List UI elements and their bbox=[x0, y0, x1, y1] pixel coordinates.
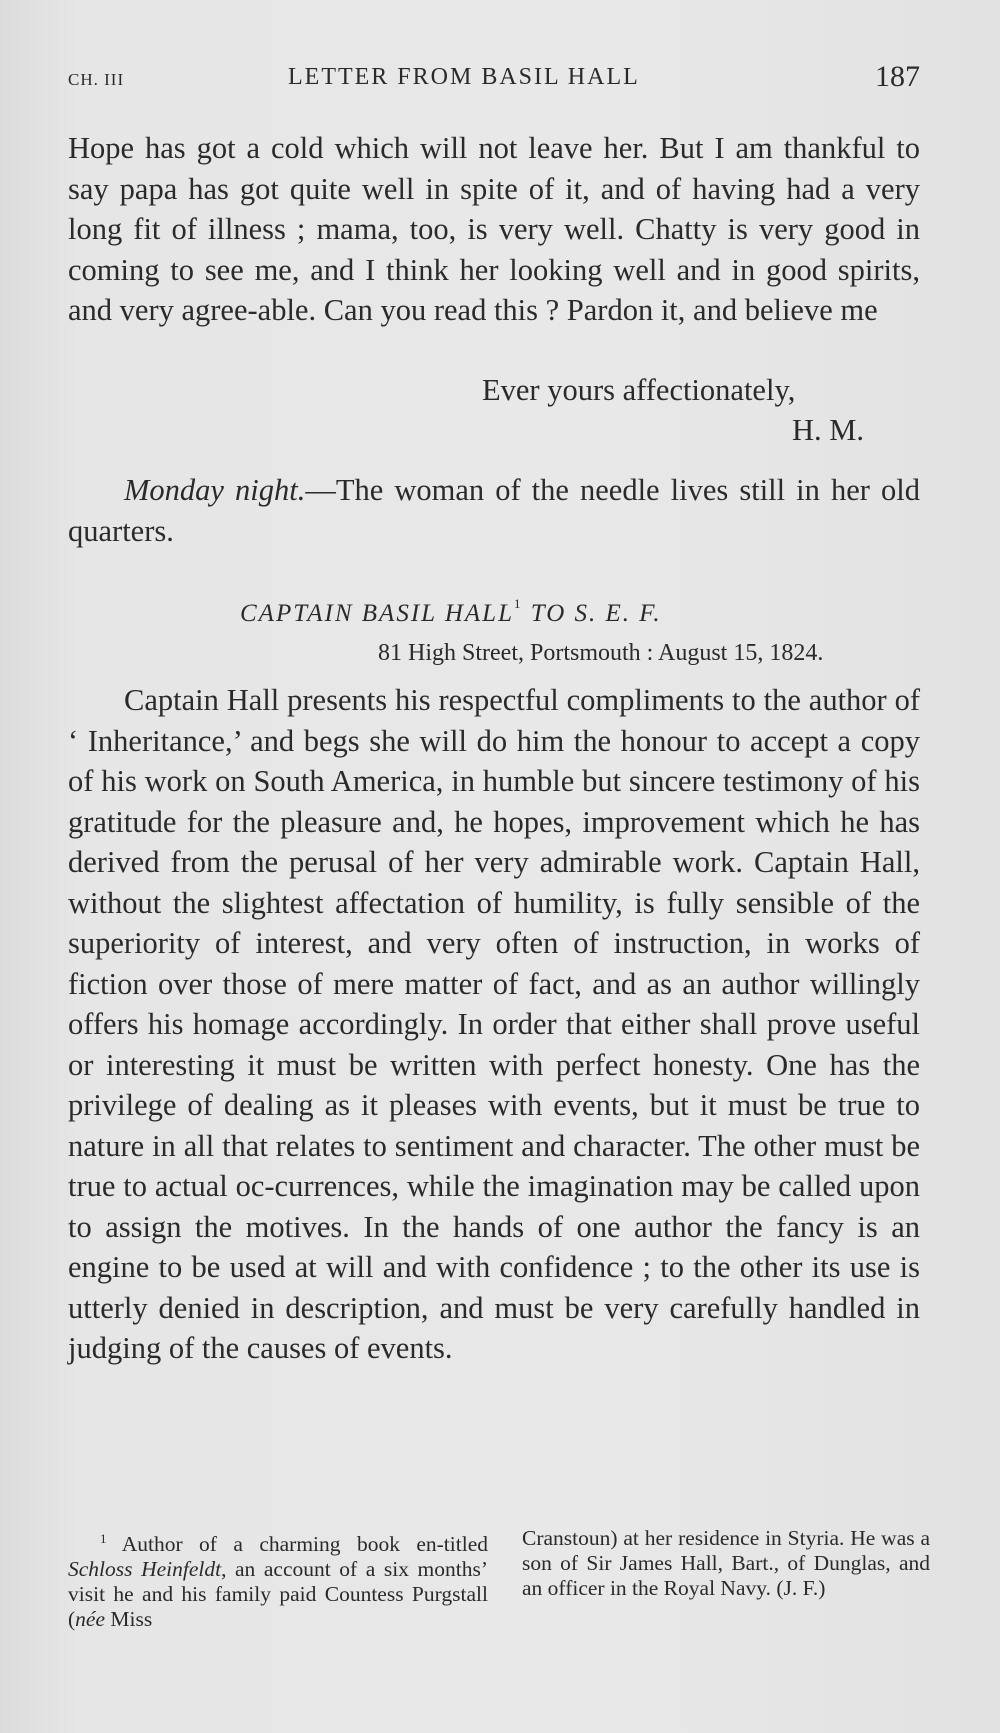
letter-two-dateline: 81 High Street, Portsmouth : August 15, 1824. bbox=[378, 640, 824, 666]
footnote-nee: née bbox=[75, 1607, 106, 1632]
signature-initials: H. M. bbox=[792, 413, 865, 447]
footnote-column-right: Cranstoun) at her residence in Styria. He was a son of Sir James Hall, Bart., of Dunglas, and an officer in the Royal Navy. (J. F.) bbox=[522, 1526, 930, 1600]
letter-one-body bbox=[68, 128, 920, 331]
footnote-book-title: Schloss Heinfeldt bbox=[68, 1557, 222, 1582]
letter-one-paragraph: Hope has got a cold which will not leave her. But I am thankful to say papa has got quite well in spite of it, and of having had a very long fit of illness ; mama, too, is very well. Chatty is very good in coming to see me, and I think her looking well and in good spirits, and very agree-able. Can you read this ? Pardon it, and believe me bbox=[68, 131, 920, 327]
postscript-lead: Monday night. bbox=[124, 473, 306, 507]
letter-two-body: Captain Hall presents his respectful compliments to the author of ‘ Inheritance,’ and begs she will do him the honour to accept a copy of his work on South America, in humble but sincere testimony of his gratitude for the pleasure and, he hopes, improvement which he has derived from the perusal of her very admirable work. Captain Hall, without the slightest affectation of humility, is fully sensible of the superiority of interest, and very often of instruction, in works of fiction over those of mere matter of fact, and as an author willingly offers his homage accordingly. In order that either shall prove useful or interesting it must be written with perfect honesty. One has the privilege of dealing as it pleases with events, but it must be true to nature in all that relates to sentiment and character. The other must be true to actual oc-currences, while the imagination may be called upon to assign the motives. In the hands of one author the fancy is an engine to be used at will and with confidence ; to the other its use is utterly denied in description, and must be very carefully handled in judging of the causes of events. bbox=[68, 683, 920, 1365]
page-number: 187 bbox=[875, 60, 920, 93]
footnote-text-part: Author of a charming book en-titled bbox=[106, 1532, 488, 1557]
letter-two-heading bbox=[240, 596, 662, 628]
footnote-text-part: , an account of a six months’ visit he and his family paid Countess Purgstall ( bbox=[68, 1557, 488, 1632]
postscript-text: —The woman of the needle lives still in her old quarters. bbox=[68, 473, 920, 548]
running-header bbox=[68, 60, 920, 100]
running-title: LETTER FROM BASIL HALL bbox=[288, 64, 640, 90]
footnote-mark: 1 bbox=[100, 1531, 107, 1546]
footnote-column-left bbox=[68, 1526, 488, 1632]
chapter-label: CH. III bbox=[68, 70, 125, 89]
letter-heading-recipient: TO S. E. F. bbox=[522, 600, 662, 627]
footnote-reference-mark: 1 bbox=[514, 596, 523, 611]
postscript bbox=[68, 470, 920, 551]
closing-line: Ever yours affectionately, bbox=[482, 373, 796, 407]
letter-heading-sender: CAPTAIN BASIL HALL bbox=[240, 600, 514, 627]
footnote-text-part: Miss bbox=[105, 1607, 153, 1632]
